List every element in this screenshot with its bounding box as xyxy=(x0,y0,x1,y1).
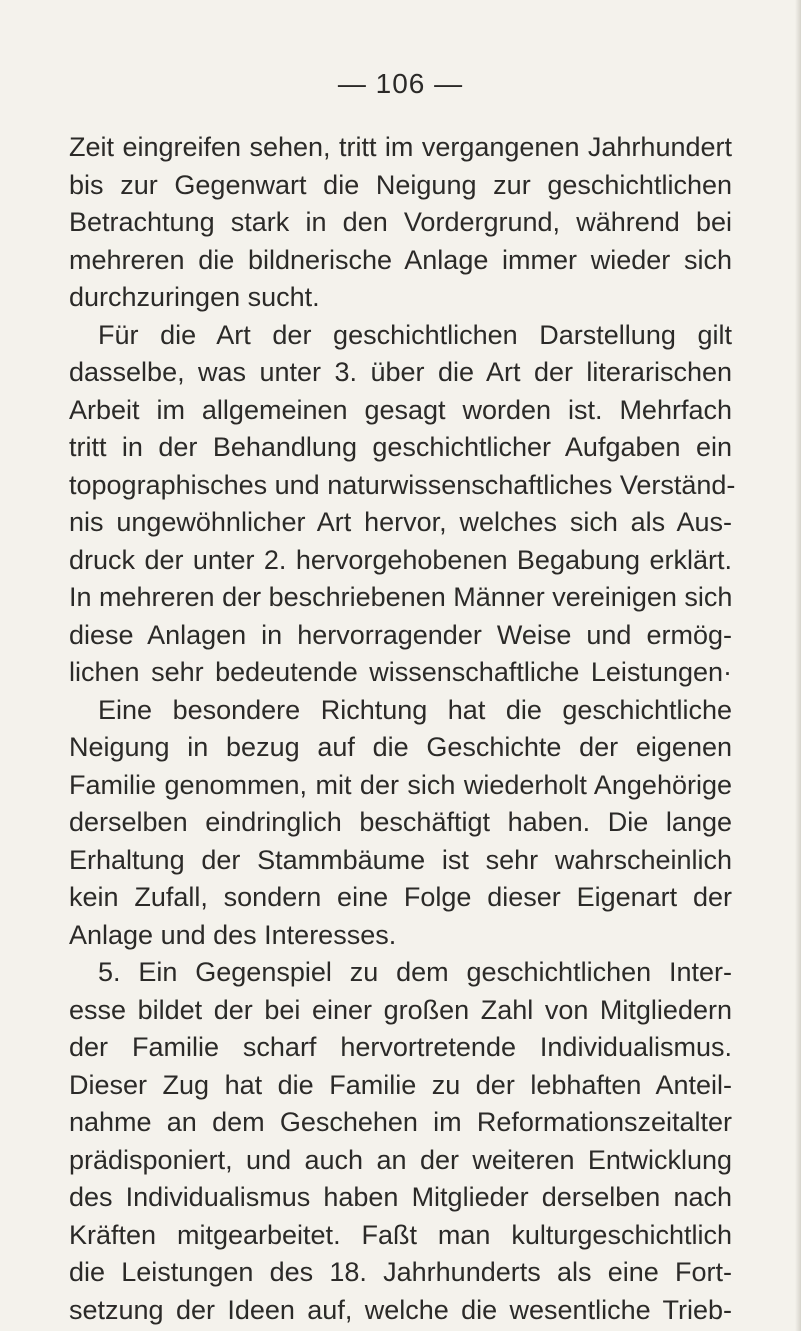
text-line: 5. Ein Gegenspiel zu dem geschichtlichen Inter- xyxy=(98,957,732,987)
body-text xyxy=(69,129,736,1329)
text-line: nahme an dem Geschehen im Reformationszeitalter xyxy=(69,1107,732,1137)
text-line: des Individualismus haben Mitglieder derselben nach xyxy=(69,1182,732,1212)
text-line: dasselbe, was unter 3. über die Art der literarischen xyxy=(69,357,732,387)
text-line: Erhaltung der Stammbäume ist sehr wahrscheinlich xyxy=(69,844,732,875)
text-line: prädisponiert, und auch an der weiteren Entwicklung xyxy=(69,1144,732,1175)
text-line: bis zur Gegenwart die Neigung zur geschichtlichen xyxy=(69,169,732,200)
text-line: kein Zufall, sondern eine Folge dieser Eigenart der xyxy=(69,882,732,912)
text-line: esse bildet der bei einer großen Zahl von Mitgliedern xyxy=(69,994,732,1025)
page-edge-shadow xyxy=(795,0,801,1331)
text-line: diese Anlagen in hervorragender Weise und ermög- xyxy=(69,619,732,650)
text-line: topographisches und naturwissenschaftliches Verständ- xyxy=(69,469,736,500)
text-line: Arbeit im allgemeinen gesagt worden ist. Mehrfach xyxy=(69,394,732,425)
text-line: durchzuringen sucht. xyxy=(69,282,320,312)
text-line: In mehreren der beschriebenen Männer vereinigen sich xyxy=(69,582,733,612)
text-line: Familie genommen, mit der sich wiederholt Angehörige xyxy=(69,769,732,800)
text-line: Anlage und des Interesses. xyxy=(69,919,397,950)
text-line: druck der unter 2. hervorgehobenen Begabung erklärt. xyxy=(69,544,732,575)
text-line: tritt in der Behandlung geschichtlicher Aufgaben ein xyxy=(69,432,732,462)
text-line: Neigung in bezug auf die Geschichte der eigenen xyxy=(69,732,732,762)
text-line: der Familie scharf hervortretende Individualismus. xyxy=(69,1032,732,1062)
text-line: derselben eindringlich beschäftigt haben. Die lange xyxy=(69,807,732,837)
page-number-header: — 106 — xyxy=(337,68,464,99)
text-line: mehreren die bildnerische Anlage immer wieder sich xyxy=(69,244,732,275)
text-line: die Leistungen des 18. Jahrhunderts als eine Fort- xyxy=(69,1257,732,1287)
text-line: lichen sehr bedeutende wissenschaftliche Leistungen· xyxy=(69,657,732,687)
text-line: setzung der Ideen auf, welche die wesentliche Trieb- xyxy=(69,1294,732,1325)
text-line: Für die Art der geschichtlichen Darstellung gilt xyxy=(98,319,732,350)
text-line: Zeit eingreifen sehen, tritt im vergangenen Jahrhundert xyxy=(69,132,732,162)
text-line: Betrachtung stark in den Vordergrund, während bei xyxy=(69,207,732,237)
text-line: Dieser Zug hat die Familie zu der lebhaften Anteil- xyxy=(69,1069,732,1100)
text-line: Eine besondere Richtung hat die geschichtliche xyxy=(98,694,732,725)
text-line: nis ungewöhnlicher Art hervor, welches sich als Aus- xyxy=(69,507,732,537)
text-line: Kräften mitgearbeitet. Faßt man kulturgeschichtlich xyxy=(69,1219,732,1250)
